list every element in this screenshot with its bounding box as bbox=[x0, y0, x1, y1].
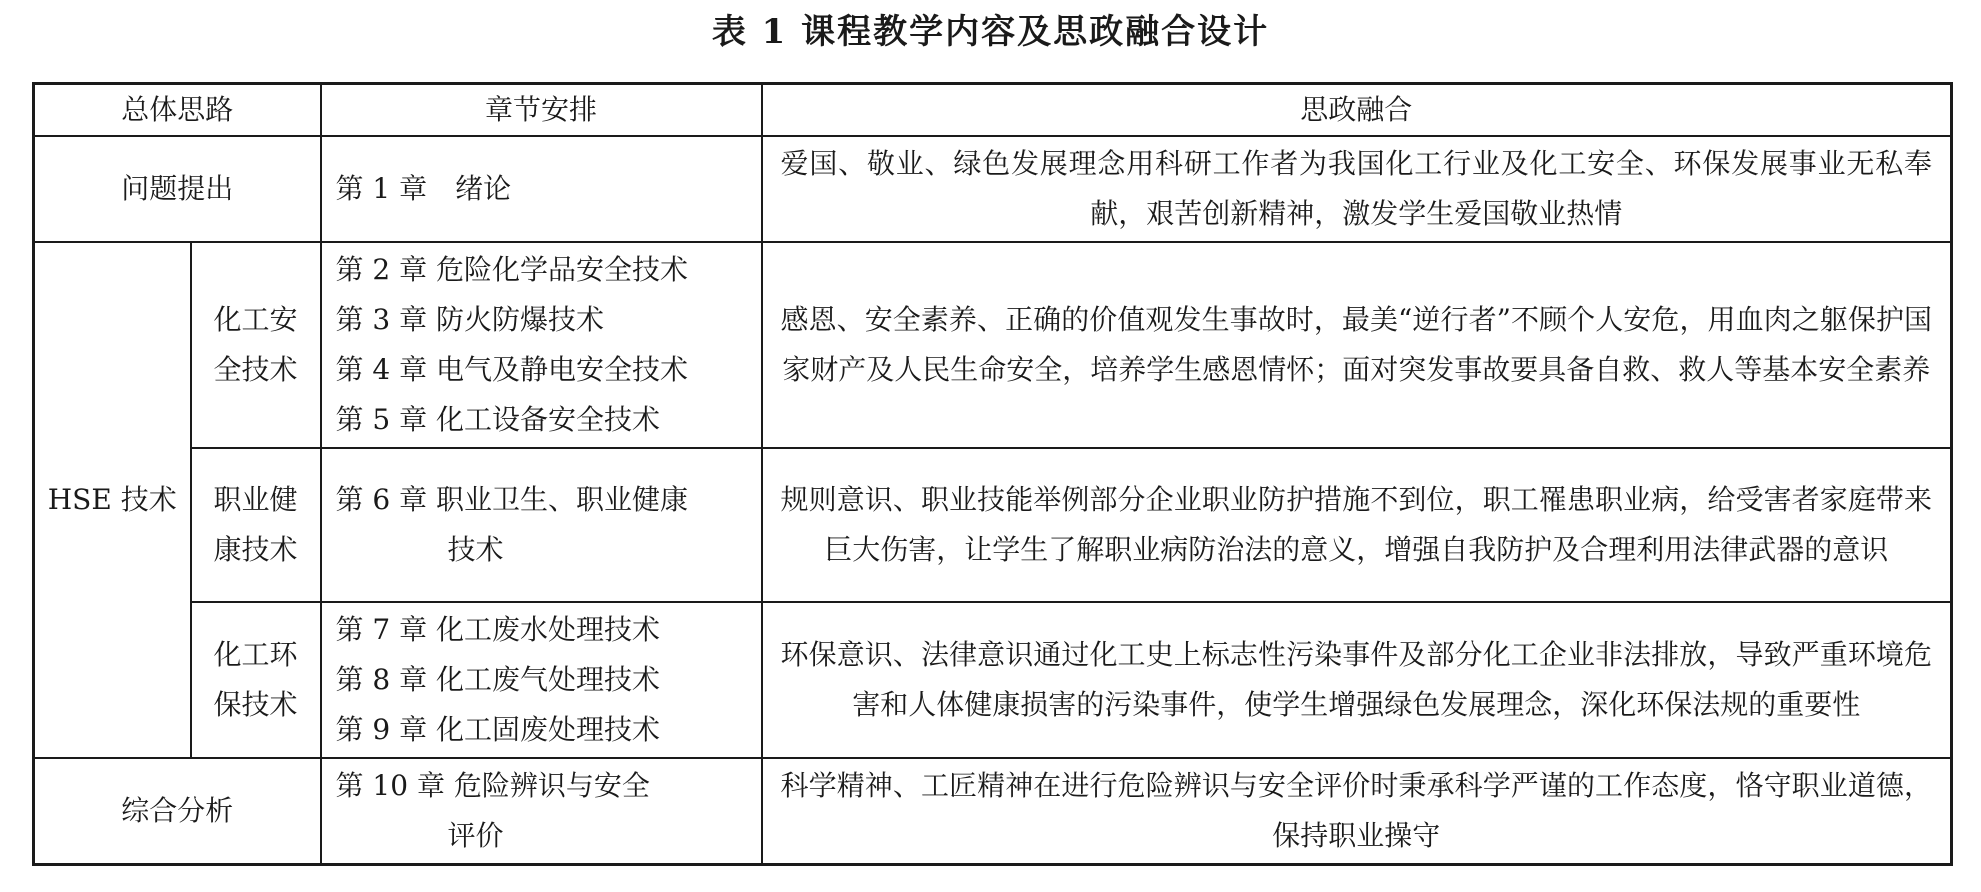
chapter-line: 第 1 章 绪论 bbox=[335, 172, 512, 205]
ideology-cell: 科学精神、工匠精神在进行危险辨识与安全评价时秉承科学严谨的工作态度，恪守职业道德，保持职业操守 bbox=[762, 758, 1952, 865]
group-cell: 综合分析 bbox=[34, 758, 321, 865]
ideology-cell: 爱国、敬业、绿色发展理念用科研工作者为我国化工行业及化工安全、环保发展事业无私奉献，艰苦创新精神，激发学生爱国敬业热情 bbox=[762, 136, 1952, 242]
chapter-cell bbox=[321, 242, 762, 448]
chapter-line-continued: 评价 bbox=[447, 819, 504, 852]
header-overall-approach: 总体思路 bbox=[34, 84, 321, 137]
subgroup-cell bbox=[191, 448, 321, 602]
group-cell: 问题提出 bbox=[34, 136, 321, 242]
header-ideology-integration: 思政融合 bbox=[762, 84, 1952, 137]
table-row bbox=[34, 448, 1952, 602]
chapter-cell bbox=[321, 448, 762, 602]
chapter-line: 第 5 章 化工设备安全技术 bbox=[335, 403, 661, 436]
ideology-cell: 规则意识、职业技能举例部分企业职业防护措施不到位，职工罹患职业病，给受害者家庭带来巨大伤害，让学生了解职业病防治法的意义，增强自我防护及合理利用法律武器的意识 bbox=[762, 448, 1952, 602]
chapter-cell bbox=[321, 602, 762, 758]
ideology-cell: 感恩、安全素养、正确的价值观发生事故时，最美“逆行者”不顾个人安危，用血肉之躯保护国家财产及人民生命安全，培养学生感恩情怀；面对突发事故要具备自救、救人等基本安全素养 bbox=[762, 242, 1952, 448]
chapter-line: 第 7 章 化工废水处理技术 bbox=[335, 613, 661, 646]
chapter-line-continued: 技术 bbox=[447, 533, 504, 566]
table-row bbox=[34, 242, 1952, 448]
chapter-cell bbox=[321, 758, 762, 865]
subgroup-label-line: 职业健 bbox=[213, 483, 298, 516]
hse-group-cell: HSE 技术 bbox=[34, 242, 191, 758]
chapter-line: 第 4 章 电气及静电安全技术 bbox=[335, 353, 689, 386]
chapter-line: 第 10 章 危险辨识与安全 bbox=[335, 769, 650, 802]
subgroup-label-line: 康技术 bbox=[213, 533, 298, 566]
chapter-line: 第 6 章 职业卫生、职业健康 bbox=[335, 483, 689, 516]
subgroup-label-line: 保技术 bbox=[213, 688, 298, 721]
header-row bbox=[34, 84, 1952, 137]
header-chapter-arrangement: 章节安排 bbox=[321, 84, 762, 137]
subgroup-label-line: 全技术 bbox=[213, 353, 298, 386]
subgroup-label-line: 化工环 bbox=[213, 638, 298, 671]
table-row bbox=[34, 602, 1952, 758]
chapter-line: 第 8 章 化工废气处理技术 bbox=[335, 663, 661, 696]
chapter-line: 第 2 章 危险化学品安全技术 bbox=[335, 253, 689, 286]
course-design-table bbox=[32, 82, 1953, 866]
subgroup-cell bbox=[191, 242, 321, 448]
ideology-cell: 环保意识、法律意识通过化工史上标志性污染事件及部分化工企业非法排放，导致严重环境危害和人体健康损害的污染事件，使学生增强绿色发展理念，深化环保法规的重要性 bbox=[762, 602, 1952, 758]
subgroup-label-line: 化工安 bbox=[213, 303, 298, 336]
chapter-line: 第 9 章 化工固废处理技术 bbox=[335, 713, 661, 746]
table-row bbox=[34, 136, 1952, 242]
chapter-cell bbox=[321, 136, 762, 242]
chapter-line: 第 3 章 防火防爆技术 bbox=[335, 303, 605, 336]
table-title: 表 1 课程教学内容及思政融合设计 bbox=[711, 12, 1270, 52]
subgroup-cell bbox=[191, 602, 321, 758]
table-row bbox=[34, 758, 1952, 865]
